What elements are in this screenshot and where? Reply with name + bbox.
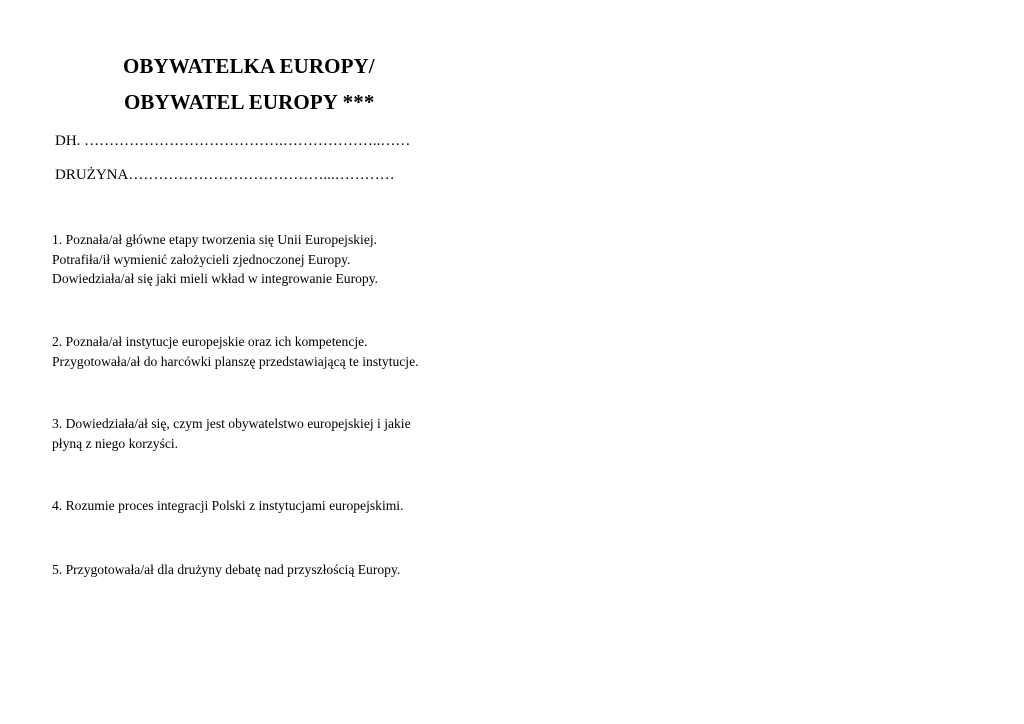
requirement-line: Dowiedziała/ał się jaki mieli wkład w integrowanie Europy. — [52, 271, 379, 286]
druzyna-field: DRUŻYNA…………………………………...………… — [55, 167, 395, 183]
requirement-line: 1. Poznała/ał główne etapy tworzenia się Unii Europejskiej. — [52, 232, 378, 247]
dh-field: DH. ………………………………….………………..…… — [55, 133, 411, 149]
requirement-line: Potrafiła/ił wymienić założycieli zjednoczonej Europy. — [52, 251, 351, 267]
requirement-item-2 — [52, 332, 572, 371]
requirement-line: Przygotowała/ał do harcówki planszę przedstawiającą te instytucje. — [52, 353, 419, 369]
requirement-item-1 — [52, 230, 572, 289]
requirement-line: 3. Dowiedziała/ał się, czym jest obywatelstwo europejskiej i jakie — [52, 416, 411, 431]
requirement-line: płyną z niego korzyści. — [52, 435, 179, 451]
requirement-line: 4. Rozumie proces integracji Polski z instytucjami europejskimi. — [52, 498, 404, 513]
title-line-2: OBYWATEL EUROPY *** — [124, 90, 375, 114]
requirement-line: 2. Poznała/ał instytucje europejskie oraz ich kompetencje. — [52, 334, 368, 349]
requirement-item-5 — [52, 560, 572, 580]
title-line-1: OBYWATELKA EUROPY/ — [123, 54, 375, 78]
requirement-line: 5. Przygotowała/ał dla drużyny debatę nad przyszłością Europy. — [52, 562, 401, 577]
requirement-item-3 — [52, 414, 572, 453]
requirement-item-4 — [52, 496, 572, 516]
